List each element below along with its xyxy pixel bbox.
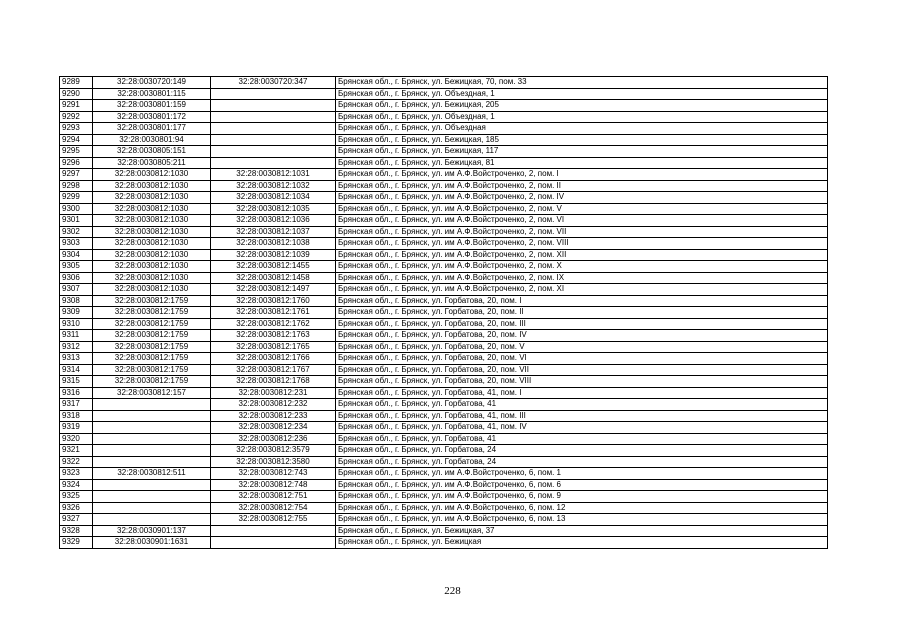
row-number-cell: 9307	[60, 284, 93, 296]
row-number-cell: 9319	[60, 422, 93, 434]
row-number-cell: 9328	[60, 525, 93, 537]
row-number-cell: 9308	[60, 295, 93, 307]
premises-cadastral-number-cell: 32:28:0030812:1032	[211, 180, 336, 192]
address-cell: Брянская обл., г. Брянск, ул. Горбатова, 41	[336, 399, 828, 411]
row-number-cell: 9312	[60, 341, 93, 353]
premises-cadastral-number-cell: 32:28:0030812:1497	[211, 284, 336, 296]
table-row	[60, 537, 828, 549]
table-row	[60, 502, 828, 514]
address-cell: Брянская обл., г. Брянск, ул. Бежицкая, 81	[336, 157, 828, 169]
cadastral-number-cell: 32:28:0030812:1030	[93, 192, 211, 204]
address-cell: Брянская обл., г. Брянск, ул. Горбатова, 20, пом. VI	[336, 353, 828, 365]
address-cell: Брянская обл., г. Брянск, ул. им А.Ф.Войстроченко, 6, пом. 12	[336, 502, 828, 514]
premises-cadastral-number-cell	[211, 537, 336, 549]
row-number-cell: 9295	[60, 146, 93, 158]
address-cell: Брянская обл., г. Брянск, ул. Бежицкая, 117	[336, 146, 828, 158]
address-cell: Брянская обл., г. Брянск, ул. Горбатова, 20, пом. VII	[336, 364, 828, 376]
row-number-cell: 9316	[60, 387, 93, 399]
address-cell: Брянская обл., г. Брянск, ул. Объездная, 1	[336, 88, 828, 100]
registry-table-body	[60, 77, 828, 549]
address-cell: Брянская обл., г. Брянск, ул. Бежицкая, 205	[336, 100, 828, 112]
premises-cadastral-number-cell: 32:28:0030812:1761	[211, 307, 336, 319]
cadastral-number-cell: 32:28:0030812:1759	[93, 318, 211, 330]
address-cell: Брянская обл., г. Брянск, ул. им А.Ф.Войстроченко, 2, пом. XII	[336, 249, 828, 261]
premises-cadastral-number-cell: 32:28:0030812:3580	[211, 456, 336, 468]
address-cell: Брянская обл., г. Брянск, ул. Горбатова, 41, пом. IV	[336, 422, 828, 434]
cadastral-number-cell: 32:28:0030812:1759	[93, 353, 211, 365]
address-cell: Брянская обл., г. Брянск, ул. им А.Ф.Войстроченко, 2, пом. VI	[336, 215, 828, 227]
cadastral-number-cell: 32:28:0030901:137	[93, 525, 211, 537]
cadastral-number-cell: 32:28:0030801:159	[93, 100, 211, 112]
cadastral-number-cell: 32:28:0030801:94	[93, 134, 211, 146]
cadastral-number-cell	[93, 445, 211, 457]
cadastral-number-cell	[93, 456, 211, 468]
table-row	[60, 77, 828, 89]
address-cell: Брянская обл., г. Брянск, ул. Горбатова, 41	[336, 433, 828, 445]
row-number-cell: 9303	[60, 238, 93, 250]
table-row	[60, 514, 828, 526]
premises-cadastral-number-cell: 32:28:0030812:743	[211, 468, 336, 480]
cadastral-number-cell: 32:28:0030801:172	[93, 111, 211, 123]
address-cell: Брянская обл., г. Брянск, ул. Горбатова, 20, пом. IV	[336, 330, 828, 342]
cadastral-number-cell: 32:28:0030812:1030	[93, 203, 211, 215]
address-cell: Брянская обл., г. Брянск, ул. Объездная	[336, 123, 828, 135]
table-row	[60, 433, 828, 445]
premises-cadastral-number-cell: 32:28:0030812:1458	[211, 272, 336, 284]
row-number-cell: 9325	[60, 491, 93, 503]
row-number-cell: 9301	[60, 215, 93, 227]
table-row	[60, 169, 828, 181]
cadastral-number-cell	[93, 422, 211, 434]
address-cell: Брянская обл., г. Брянск, ул. Бежицкая, 70, пом. 33	[336, 77, 828, 89]
table-row	[60, 203, 828, 215]
table-row	[60, 364, 828, 376]
table-row	[60, 272, 828, 284]
row-number-cell: 9309	[60, 307, 93, 319]
address-cell: Брянская обл., г. Брянск, ул. Объездная, 1	[336, 111, 828, 123]
table-row	[60, 249, 828, 261]
table-row	[60, 192, 828, 204]
address-cell: Брянская обл., г. Брянск, ул. им А.Ф.Войстроченко, 2, пом. IV	[336, 192, 828, 204]
premises-cadastral-number-cell: 32:28:0030812:1031	[211, 169, 336, 181]
row-number-cell: 9294	[60, 134, 93, 146]
table-row	[60, 123, 828, 135]
address-cell: Брянская обл., г. Брянск, ул. Бежицкая, 185	[336, 134, 828, 146]
row-number-cell: 9315	[60, 376, 93, 388]
row-number-cell: 9302	[60, 226, 93, 238]
address-cell: Брянская обл., г. Брянск, ул. им А.Ф.Войстроченко, 6, пом. 13	[336, 514, 828, 526]
table-row	[60, 215, 828, 227]
row-number-cell: 9304	[60, 249, 93, 261]
premises-cadastral-number-cell: 32:28:0030812:1768	[211, 376, 336, 388]
premises-cadastral-number-cell: 32:28:0030812:1039	[211, 249, 336, 261]
address-cell: Брянская обл., г. Брянск, ул. им А.Ф.Войстроченко, 2, пом. IX	[336, 272, 828, 284]
address-cell: Брянская обл., г. Брянск, ул. Горбатова, 41, пом. III	[336, 410, 828, 422]
cadastral-number-cell: 32:28:0030812:1030	[93, 180, 211, 192]
premises-cadastral-number-cell	[211, 100, 336, 112]
premises-cadastral-number-cell: 32:28:0030812:231	[211, 387, 336, 399]
table-row	[60, 180, 828, 192]
cadastral-number-cell: 32:28:0030812:1030	[93, 272, 211, 284]
row-number-cell: 9311	[60, 330, 93, 342]
table-row	[60, 376, 828, 388]
table-row	[60, 341, 828, 353]
premises-cadastral-number-cell	[211, 157, 336, 169]
address-cell: Брянская обл., г. Брянск, ул. Горбатова, 24	[336, 456, 828, 468]
table-row	[60, 491, 828, 503]
address-cell: Брянская обл., г. Брянск, ул. им А.Ф.Войстроченко, 2, пом. XI	[336, 284, 828, 296]
cadastral-number-cell: 32:28:0030812:1759	[93, 295, 211, 307]
address-cell: Брянская обл., г. Брянск, ул. им А.Ф.Войстроченко, 2, пом. VII	[336, 226, 828, 238]
premises-cadastral-number-cell: 32:28:0030812:748	[211, 479, 336, 491]
premises-cadastral-number-cell: 32:28:0030812:233	[211, 410, 336, 422]
premises-cadastral-number-cell: 32:28:0030812:234	[211, 422, 336, 434]
cadastral-number-cell: 32:28:0030812:1030	[93, 238, 211, 250]
address-cell: Брянская обл., г. Брянск, ул. им А.Ф.Войстроченко, 2, пом. II	[336, 180, 828, 192]
cadastral-number-cell	[93, 433, 211, 445]
table-row	[60, 468, 828, 480]
cadastral-number-cell: 32:28:0030805:211	[93, 157, 211, 169]
table-row	[60, 100, 828, 112]
address-cell: Брянская обл., г. Брянск, ул. Бежицкая	[336, 537, 828, 549]
premises-cadastral-number-cell: 32:28:0030720:347	[211, 77, 336, 89]
row-number-cell: 9298	[60, 180, 93, 192]
table-row	[60, 422, 828, 434]
premises-cadastral-number-cell	[211, 146, 336, 158]
premises-cadastral-number-cell: 32:28:0030812:3579	[211, 445, 336, 457]
address-cell: Брянская обл., г. Брянск, ул. им А.Ф.Войстроченко, 6, пом. 6	[336, 479, 828, 491]
table-row	[60, 445, 828, 457]
premises-cadastral-number-cell: 32:28:0030812:1035	[211, 203, 336, 215]
address-cell: Брянская обл., г. Брянск, ул. Горбатова, 41, пом. I	[336, 387, 828, 399]
row-number-cell: 9289	[60, 77, 93, 89]
table-row	[60, 157, 828, 169]
premises-cadastral-number-cell	[211, 88, 336, 100]
cadastral-number-cell: 32:28:0030901:1631	[93, 537, 211, 549]
premises-cadastral-number-cell: 32:28:0030812:232	[211, 399, 336, 411]
cadastral-number-cell: 32:28:0030812:1030	[93, 226, 211, 238]
table-row	[60, 387, 828, 399]
cadastral-number-cell: 32:28:0030720:149	[93, 77, 211, 89]
cadastral-number-cell	[93, 502, 211, 514]
row-number-cell: 9313	[60, 353, 93, 365]
row-number-cell: 9299	[60, 192, 93, 204]
premises-cadastral-number-cell: 32:28:0030812:751	[211, 491, 336, 503]
table-row	[60, 111, 828, 123]
row-number-cell: 9323	[60, 468, 93, 480]
cadastral-number-cell: 32:28:0030812:511	[93, 468, 211, 480]
row-number-cell: 9324	[60, 479, 93, 491]
cadastral-number-cell: 32:28:0030812:1759	[93, 341, 211, 353]
table-row	[60, 261, 828, 273]
row-number-cell: 9322	[60, 456, 93, 468]
table-row	[60, 399, 828, 411]
row-number-cell: 9293	[60, 123, 93, 135]
cadastral-number-cell	[93, 514, 211, 526]
row-number-cell: 9305	[60, 261, 93, 273]
row-number-cell: 9314	[60, 364, 93, 376]
cadastral-number-cell	[93, 479, 211, 491]
premises-cadastral-number-cell: 32:28:0030812:1038	[211, 238, 336, 250]
premises-cadastral-number-cell	[211, 134, 336, 146]
premises-cadastral-number-cell: 32:28:0030812:1766	[211, 353, 336, 365]
cadastral-number-cell: 32:28:0030812:1030	[93, 261, 211, 273]
cadastral-number-cell: 32:28:0030812:1030	[93, 284, 211, 296]
row-number-cell: 9318	[60, 410, 93, 422]
row-number-cell: 9329	[60, 537, 93, 549]
premises-cadastral-number-cell: 32:28:0030812:755	[211, 514, 336, 526]
premises-cadastral-number-cell: 32:28:0030812:1760	[211, 295, 336, 307]
address-cell: Брянская обл., г. Брянск, ул. Горбатова, 20, пом. I	[336, 295, 828, 307]
address-cell: Брянская обл., г. Брянск, ул. им А.Ф.Войстроченко, 2, пом. VIII	[336, 238, 828, 250]
cadastral-number-cell: 32:28:0030801:115	[93, 88, 211, 100]
premises-cadastral-number-cell: 32:28:0030812:1036	[211, 215, 336, 227]
cadastral-number-cell: 32:28:0030812:1759	[93, 330, 211, 342]
row-number-cell: 9292	[60, 111, 93, 123]
table-row	[60, 295, 828, 307]
table-row	[60, 353, 828, 365]
address-cell: Брянская обл., г. Брянск, ул. им А.Ф.Войстроченко, 2, пом. V	[336, 203, 828, 215]
table-row	[60, 284, 828, 296]
cadastral-number-cell: 32:28:0030812:1759	[93, 364, 211, 376]
table-row	[60, 525, 828, 537]
premises-cadastral-number-cell: 32:28:0030812:1037	[211, 226, 336, 238]
registry-table	[59, 76, 828, 549]
cadastral-number-cell: 32:28:0030812:1759	[93, 307, 211, 319]
address-cell: Брянская обл., г. Брянск, ул. Бежицкая, 37	[336, 525, 828, 537]
row-number-cell: 9321	[60, 445, 93, 457]
premises-cadastral-number-cell: 32:28:0030812:1763	[211, 330, 336, 342]
premises-cadastral-number-cell: 32:28:0030812:1455	[211, 261, 336, 273]
cadastral-number-cell: 32:28:0030812:1030	[93, 249, 211, 261]
table-row	[60, 238, 828, 250]
address-cell: Брянская обл., г. Брянск, ул. Горбатова, 24	[336, 445, 828, 457]
cadastral-number-cell	[93, 491, 211, 503]
cadastral-number-cell	[93, 410, 211, 422]
row-number-cell: 9300	[60, 203, 93, 215]
row-number-cell: 9290	[60, 88, 93, 100]
premises-cadastral-number-cell	[211, 525, 336, 537]
table-row	[60, 146, 828, 158]
row-number-cell: 9297	[60, 169, 93, 181]
address-cell: Брянская обл., г. Брянск, ул. им А.Ф.Войстроченко, 6, пом. 1	[336, 468, 828, 480]
table-row	[60, 307, 828, 319]
premises-cadastral-number-cell	[211, 111, 336, 123]
row-number-cell: 9291	[60, 100, 93, 112]
premises-cadastral-number-cell: 32:28:0030812:1765	[211, 341, 336, 353]
table-row	[60, 226, 828, 238]
premises-cadastral-number-cell: 32:28:0030812:754	[211, 502, 336, 514]
address-cell: Брянская обл., г. Брянск, ул. им А.Ф.Войстроченко, 2, пом. I	[336, 169, 828, 181]
premises-cadastral-number-cell	[211, 123, 336, 135]
premises-cadastral-number-cell: 32:28:0030812:1767	[211, 364, 336, 376]
table-row	[60, 330, 828, 342]
premises-cadastral-number-cell: 32:28:0030812:236	[211, 433, 336, 445]
page-number: 228	[444, 585, 461, 597]
cadastral-number-cell: 32:28:0030801:177	[93, 123, 211, 135]
table-row	[60, 88, 828, 100]
row-number-cell: 9317	[60, 399, 93, 411]
table-row	[60, 456, 828, 468]
address-cell: Брянская обл., г. Брянск, ул. Горбатова, 20, пом. II	[336, 307, 828, 319]
address-cell: Брянская обл., г. Брянск, ул. им А.Ф.Войстроченко, 6, пом. 9	[336, 491, 828, 503]
premises-cadastral-number-cell: 32:28:0030812:1762	[211, 318, 336, 330]
cadastral-number-cell	[93, 399, 211, 411]
row-number-cell: 9320	[60, 433, 93, 445]
table-row	[60, 134, 828, 146]
row-number-cell: 9310	[60, 318, 93, 330]
cadastral-number-cell: 32:28:0030812:1030	[93, 169, 211, 181]
cadastral-number-cell: 32:28:0030805:151	[93, 146, 211, 158]
address-cell: Брянская обл., г. Брянск, ул. Горбатова, 20, пом. III	[336, 318, 828, 330]
row-number-cell: 9296	[60, 157, 93, 169]
premises-cadastral-number-cell: 32:28:0030812:1034	[211, 192, 336, 204]
row-number-cell: 9327	[60, 514, 93, 526]
address-cell: Брянская обл., г. Брянск, ул. Горбатова, 20, пом. V	[336, 341, 828, 353]
address-cell: Брянская обл., г. Брянск, ул. им А.Ф.Войстроченко, 2, пом. X	[336, 261, 828, 273]
cadastral-number-cell: 32:28:0030812:1759	[93, 376, 211, 388]
table-row	[60, 410, 828, 422]
cadastral-number-cell: 32:28:0030812:1030	[93, 215, 211, 227]
table-row	[60, 479, 828, 491]
row-number-cell: 9326	[60, 502, 93, 514]
address-cell: Брянская обл., г. Брянск, ул. Горбатова, 20, пом. VIII	[336, 376, 828, 388]
table-row	[60, 318, 828, 330]
row-number-cell: 9306	[60, 272, 93, 284]
cadastral-number-cell: 32:28:0030812:157	[93, 387, 211, 399]
